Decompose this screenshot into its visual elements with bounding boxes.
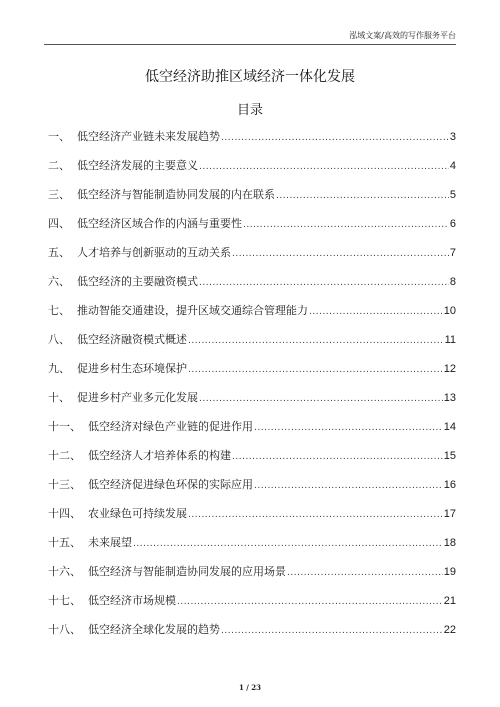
toc-entry-label: 低空经济对绿色产业链的促进作用 <box>88 420 253 433</box>
toc-entry-label: 低空经济融资模式概述 <box>77 333 187 346</box>
toc-leader-dots <box>232 447 443 467</box>
toc-entry-label: 农业绿色可持续发展 <box>88 507 187 520</box>
toc-entry[interactable] <box>48 417 456 446</box>
toc-entry[interactable] <box>48 533 456 562</box>
toc-entry-label: 低空经济产业链未来发展趋势 <box>77 130 220 143</box>
toc-entry[interactable] <box>48 504 456 533</box>
toc-entry-number: 十一、 <box>48 420 81 433</box>
toc-entry[interactable] <box>48 388 456 417</box>
toc-entry-page: 5 <box>449 189 456 201</box>
toc-entry-label: 推动智能交通建设，提升区域交通综合管理能力 <box>77 304 308 317</box>
toc-entry-number: 三、 <box>48 188 70 201</box>
toc-leader-dots <box>254 476 443 496</box>
toc-leader-dots <box>232 244 449 264</box>
toc-entry-page: 15 <box>443 450 456 462</box>
toc-entry-page: 18 <box>443 537 456 549</box>
toc-entry-number: 二、 <box>48 159 70 172</box>
toc-leader-dots <box>188 505 443 525</box>
toc-entry-page: 11 <box>444 334 456 346</box>
toc-entry-label: 低空经济的主要融资模式 <box>77 275 198 288</box>
toc-entry-label: 低空经济市场规模 <box>88 594 176 607</box>
toc-entry[interactable] <box>48 591 456 620</box>
page-number: 1 / 23 <box>238 683 262 692</box>
toc-entry-label: 低空经济区域合作的内涵与重要性 <box>77 217 242 230</box>
toc-entry[interactable] <box>48 301 456 330</box>
toc-entry[interactable] <box>48 446 456 475</box>
toc-entry[interactable] <box>48 214 456 243</box>
toc-entry-label: 低空经济人才培养体系的构建 <box>88 449 231 462</box>
toc-leader-dots <box>199 273 449 293</box>
toc-leader-dots <box>188 331 444 351</box>
toc-entry-page: 14 <box>443 421 456 433</box>
toc-leader-dots <box>199 389 443 409</box>
toc-entry[interactable] <box>48 359 456 388</box>
toc-entry-label: 低空经济全球化发展的趋势 <box>88 623 220 636</box>
toc-leader-dots <box>221 128 449 148</box>
toc-entry-number: 八、 <box>48 333 70 346</box>
toc-entry-number: 九、 <box>48 362 70 375</box>
toc-entry[interactable] <box>48 156 456 185</box>
toc-leader-dots <box>221 621 443 641</box>
toc-leader-dots <box>287 563 443 583</box>
toc-entry-number: 十、 <box>48 391 70 404</box>
toc-entry-label: 低空经济发展的主要意义 <box>77 159 198 172</box>
toc-entry[interactable] <box>48 562 456 591</box>
toc-leader-dots <box>199 157 449 177</box>
toc-entry-label: 促进乡村生态环境保护 <box>77 362 187 375</box>
toc-leader-dots <box>276 186 449 206</box>
toc-entry-page: 3 <box>449 131 456 143</box>
toc-entry-number: 十二、 <box>48 449 81 462</box>
toc-entry-number: 五、 <box>48 246 70 259</box>
toc-leader-dots <box>243 215 449 235</box>
toc-entry[interactable] <box>48 243 456 272</box>
toc-entry-page: 8 <box>449 276 456 288</box>
toc-leader-dots <box>133 534 443 554</box>
toc-leader-dots <box>177 592 443 612</box>
table-of-contents <box>48 127 456 649</box>
toc-entry[interactable] <box>48 272 456 301</box>
toc-leader-dots <box>309 302 443 322</box>
toc-entry-number: 十五、 <box>48 536 81 549</box>
toc-entry-label: 低空经济与智能制造协同发展的内在联系 <box>77 188 275 201</box>
toc-entry-label: 低空经济促进绿色环保的实际应用 <box>88 478 253 491</box>
toc-entry-number: 六、 <box>48 275 70 288</box>
toc-entry-number: 四、 <box>48 217 70 230</box>
toc-entry[interactable] <box>48 127 456 156</box>
toc-entry[interactable] <box>48 185 456 214</box>
toc-entry-number: 十八、 <box>48 623 81 636</box>
document-title: 低空经济助推区域经济一体化发展 <box>145 69 355 85</box>
page-header-text: 泓域文案/高效的写作服务平台 <box>349 31 456 40</box>
toc-entry-number: 十六、 <box>48 565 81 578</box>
toc-entry-number: 七、 <box>48 304 70 317</box>
toc-entry-page: 10 <box>443 305 456 317</box>
toc-entry-page: 4 <box>449 160 456 172</box>
toc-entry-number: 一、 <box>48 130 70 143</box>
toc-leader-dots <box>188 360 443 380</box>
toc-entry-label: 低空经济与智能制造协同发展的应用场景 <box>88 565 286 578</box>
toc-entry-page: 7 <box>449 247 456 259</box>
toc-entry-page: 12 <box>443 363 456 375</box>
header-divider <box>44 44 456 45</box>
toc-entry[interactable] <box>48 475 456 504</box>
toc-entry-number: 十四、 <box>48 507 81 520</box>
toc-entry-page: 16 <box>443 479 456 491</box>
toc-heading: 目录 <box>236 103 263 118</box>
toc-leader-dots <box>254 418 443 438</box>
toc-entry-number: 十七、 <box>48 594 81 607</box>
toc-entry[interactable] <box>48 620 456 649</box>
toc-entry-label: 未来展望 <box>88 536 132 549</box>
toc-entry-page: 13 <box>443 392 456 404</box>
toc-entry-page: 19 <box>443 566 456 578</box>
toc-entry-number: 十三、 <box>48 478 81 491</box>
toc-entry[interactable] <box>48 330 456 359</box>
toc-entry-page: 22 <box>443 624 456 636</box>
toc-entry-page: 17 <box>443 508 456 520</box>
toc-entry-page: 6 <box>449 218 456 230</box>
toc-entry-label: 促进乡村产业多元化发展 <box>77 391 198 404</box>
toc-entry-label: 人才培养与创新驱动的互动关系 <box>77 246 231 259</box>
toc-entry-page: 21 <box>443 595 456 607</box>
